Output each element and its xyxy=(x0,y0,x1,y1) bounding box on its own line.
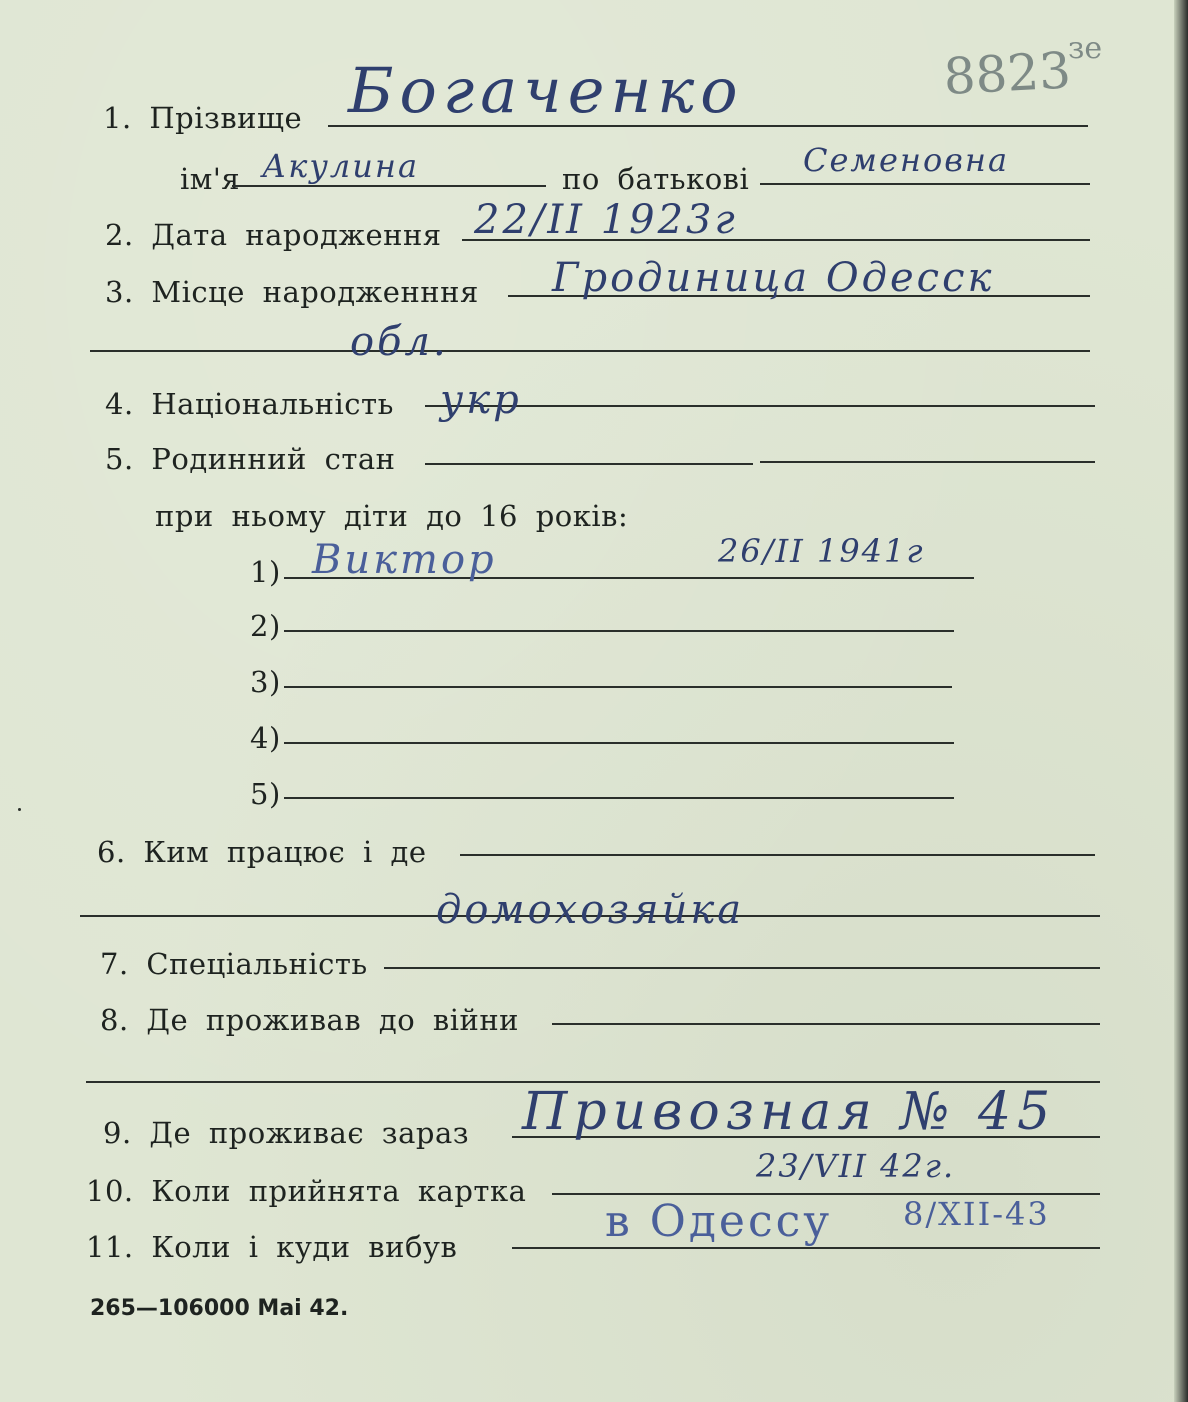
marital-line-b xyxy=(760,461,1095,463)
departure-date: 8/XII-43 xyxy=(903,1195,1050,1233)
child-5-number: 5) xyxy=(250,777,281,811)
work-value: домохозяйка xyxy=(436,887,745,933)
departure-line xyxy=(512,1247,1100,1249)
card-date-label: 10. Коли прийнята картка xyxy=(86,1174,527,1208)
name-value: Акулина xyxy=(262,147,420,185)
child-3-line xyxy=(284,686,952,688)
birth-place-line-2 xyxy=(90,350,1090,352)
surname-label: 1. Прізвище xyxy=(103,101,303,135)
current-label: 9. Де проживає зараз xyxy=(103,1116,470,1150)
children-label: при ньому діти до 16 років: xyxy=(155,499,629,533)
prewar-line xyxy=(552,1023,1100,1025)
archive-number: 8823 xyxy=(942,41,1073,106)
child-5-line xyxy=(284,797,954,799)
specialty-line xyxy=(384,967,1100,969)
work-label: 6. Ким працює і де xyxy=(97,835,427,869)
work-line xyxy=(460,854,1095,856)
patronymic-line xyxy=(760,183,1090,185)
nationality-value: укр xyxy=(440,377,522,423)
name-line xyxy=(232,185,546,187)
child-2-number: 2) xyxy=(250,609,281,643)
current-value: Привозная № 45 xyxy=(522,1082,1057,1142)
surname-value: Богаченко xyxy=(348,54,744,127)
child-1-number: 1) xyxy=(250,555,281,589)
name-label: ім'я xyxy=(180,162,241,196)
child-2-line xyxy=(284,630,954,632)
birth-date-label: 2. Дата народження xyxy=(105,218,442,252)
child-3-number: 3) xyxy=(250,665,281,699)
marital-label: 5. Родинний стан xyxy=(105,442,396,476)
birth-date-value: 22/ІІ 1923г xyxy=(474,197,738,243)
print-imprint: 265—106000 Mai 42. xyxy=(90,1296,349,1321)
card-date-value: 23/VII 42г. xyxy=(756,1147,956,1185)
specialty-label: 7. Спеціальність xyxy=(100,947,368,981)
birth-place-value: Гродиница Одесск xyxy=(552,255,995,301)
ink-speck xyxy=(18,808,21,811)
child-1-date: 26/ІІ 1941г xyxy=(718,532,925,570)
departure-label: 11. Коли і куди вибув xyxy=(86,1230,458,1264)
birth-place-label: 3. Місце народженння xyxy=(105,275,479,309)
child-1-name: Виктор xyxy=(312,537,497,583)
departure-place: в Одессу xyxy=(605,1196,833,1247)
patronymic-value: Семеновна xyxy=(803,141,1010,179)
child-4-number: 4) xyxy=(250,721,281,755)
patronymic-label: по батькові xyxy=(562,162,750,196)
marital-line-a xyxy=(425,463,753,465)
child-4-line xyxy=(284,742,954,744)
prewar-label: 8. Де проживав до війни xyxy=(100,1003,519,1037)
nationality-label: 4. Національність xyxy=(105,387,394,421)
birth-place-value-2: обл. xyxy=(350,319,449,365)
nationality-line xyxy=(425,405,1095,407)
archive-number-superscript: зе xyxy=(1068,31,1103,66)
